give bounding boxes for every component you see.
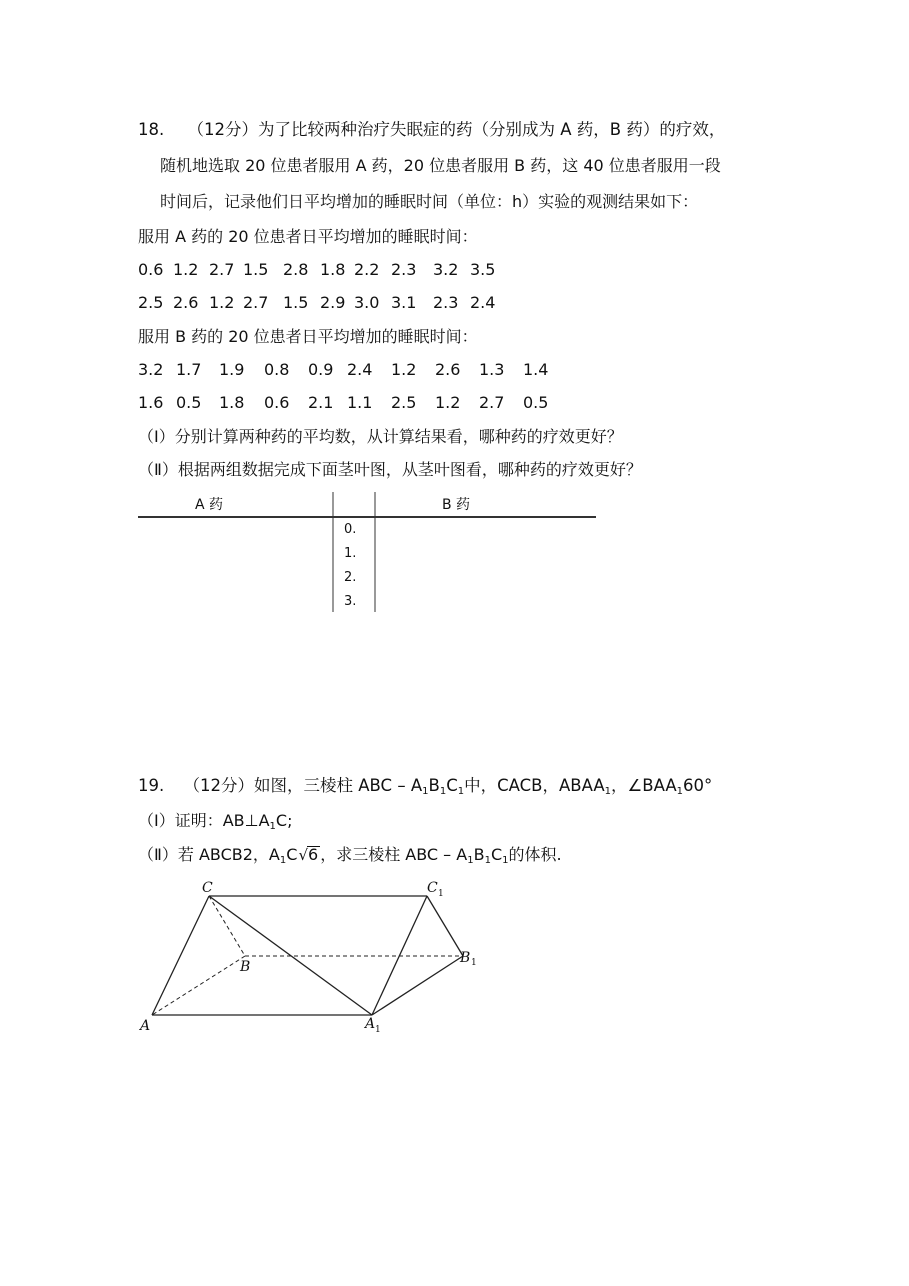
value: 0.5 bbox=[523, 393, 549, 412]
sub: 1 bbox=[422, 786, 429, 797]
q19-part2-b: C bbox=[286, 845, 298, 864]
value: 2.7 bbox=[243, 293, 269, 312]
left-header: A 药 bbox=[195, 497, 224, 513]
q19-part2-a: （Ⅱ）若 ABCB2，A bbox=[138, 845, 280, 864]
value: 3.0 bbox=[354, 293, 380, 312]
sub: 1 bbox=[457, 786, 465, 797]
stem-3: 3. bbox=[344, 594, 357, 609]
value: 1.2 bbox=[435, 393, 461, 412]
q18-a-label: 服用 A 药的 20 位患者日平均增加的睡眠时间： bbox=[138, 227, 478, 246]
prism-figure bbox=[130, 872, 490, 1042]
value: 1.2 bbox=[173, 260, 199, 279]
value: 2.7 bbox=[209, 260, 235, 279]
value: 1.6 bbox=[138, 393, 164, 412]
value: 1.5 bbox=[283, 293, 309, 312]
value: 2.4 bbox=[347, 360, 373, 379]
q18-b-label: 服用 B 药的 20 位患者日平均增加的睡眠时间： bbox=[138, 327, 478, 346]
q18-b-row2 bbox=[138, 393, 548, 413]
value: 2.3 bbox=[391, 260, 417, 279]
value: 0.8 bbox=[264, 360, 290, 379]
value: 1.2 bbox=[391, 360, 417, 379]
sub: 1 bbox=[676, 786, 684, 797]
value: 3.2 bbox=[138, 360, 164, 379]
label-A1: A bbox=[365, 1016, 376, 1032]
sub: 1 bbox=[604, 786, 611, 797]
label-B: B bbox=[240, 959, 251, 975]
value: 0.6 bbox=[138, 260, 164, 279]
label-A: A bbox=[140, 1018, 151, 1034]
value: 1.1 bbox=[347, 393, 373, 412]
label-B1: B bbox=[460, 950, 471, 966]
stem-1: 1. bbox=[344, 546, 357, 561]
q19-intro-c: ，∠BAA bbox=[610, 776, 677, 795]
q18-text-1: 为了比较两种治疗失眠症的药（分别成为 A 药，B 药）的疗效， bbox=[258, 120, 726, 139]
value: 1.3 bbox=[479, 360, 505, 379]
value: 1.7 bbox=[176, 360, 202, 379]
value: 2.8 bbox=[283, 260, 309, 279]
value: 3.2 bbox=[433, 260, 459, 279]
q19-intro-a: 如图，三棱柱 ABC – A bbox=[254, 776, 423, 795]
value: 0.6 bbox=[264, 393, 290, 412]
q18-text-2: 随机地选取 20 位患者服用 A 药，20 位患者服用 B 药，这 40 位患者服用一段 bbox=[160, 156, 721, 175]
right-header: B 药 bbox=[442, 497, 471, 513]
stem-leaf-diagram bbox=[138, 490, 598, 615]
q18-part1: （Ⅰ）分别计算两种药的平均数，从计算结果看，哪种药的疗效更好？ bbox=[138, 427, 623, 446]
sub: 1 bbox=[484, 855, 491, 866]
q19-part2: （Ⅱ）若 ABCB2，$A_1C√6$ ，求三棱柱 ABC – $A_1B_1C_1$的体积. bbox=[138, 845, 562, 866]
q18-line1 bbox=[138, 120, 725, 140]
edge-C-A bbox=[152, 896, 209, 1015]
value: 2.6 bbox=[435, 360, 461, 379]
label-C1: C bbox=[427, 880, 438, 896]
sub: 1 bbox=[439, 786, 447, 797]
value: 2.7 bbox=[479, 393, 505, 412]
value: 2.4 bbox=[470, 293, 496, 312]
q19-intro-d: 60° bbox=[683, 776, 713, 795]
value: 1.4 bbox=[523, 360, 549, 379]
edge-C1-B1 bbox=[427, 896, 463, 956]
q19-part2-d: 的体积. bbox=[508, 845, 562, 864]
value: 1.2 bbox=[209, 293, 235, 312]
q19-part1 bbox=[138, 811, 292, 837]
stem-2: 2. bbox=[344, 570, 357, 585]
label-C: C bbox=[202, 880, 213, 896]
value: 0.9 bbox=[308, 360, 334, 379]
q19-score: （12分） bbox=[183, 776, 254, 795]
q18-number: 18. bbox=[138, 120, 165, 139]
q18-b-row1 bbox=[138, 360, 548, 380]
value: 1.8 bbox=[219, 393, 245, 412]
q19-part1-b: C; bbox=[275, 811, 293, 830]
stem-0: 0. bbox=[344, 522, 357, 537]
q18-text-3: 时间后，记录他们日平均增加的睡眠时间（单位：h）实验的观测结果如下： bbox=[160, 192, 699, 211]
q19-part2-c: ，求三棱柱 ABC – A bbox=[320, 845, 468, 864]
value: 1.9 bbox=[219, 360, 245, 379]
q18-part2: （Ⅱ）根据两组数据完成下面茎叶图，从茎叶图看，哪种药的疗效更好？ bbox=[138, 460, 642, 479]
sub: 1 bbox=[279, 855, 287, 866]
value: 3.5 bbox=[470, 260, 496, 279]
value: 2.3 bbox=[433, 293, 459, 312]
value: 2.1 bbox=[308, 393, 334, 412]
value: 0.5 bbox=[176, 393, 202, 412]
value: 1.8 bbox=[320, 260, 346, 279]
value: 2.9 bbox=[320, 293, 346, 312]
sqrt-symbol: √ bbox=[298, 846, 308, 864]
value: 2.6 bbox=[173, 293, 199, 312]
sqrt-radicand: 6 bbox=[308, 845, 319, 864]
label-C1-sub: 1 bbox=[438, 889, 444, 899]
q18-a-row2 bbox=[138, 293, 495, 313]
sub: 1 bbox=[467, 855, 474, 866]
q18-score: （12分） bbox=[187, 120, 258, 139]
hidden-edge-C-B bbox=[209, 896, 245, 956]
value: 1.5 bbox=[243, 260, 269, 279]
q19-intro-b: 中，CACB，ABAA bbox=[464, 776, 605, 795]
value: 3.1 bbox=[391, 293, 417, 312]
label-A1-sub: 1 bbox=[375, 1025, 381, 1035]
sub: 1 bbox=[502, 855, 509, 866]
label-B1-sub: 1 bbox=[471, 958, 477, 968]
q19-part1-a: （Ⅰ）证明：AB⊥A bbox=[138, 811, 270, 830]
value: 2.2 bbox=[354, 260, 380, 279]
q18-a-row1 bbox=[138, 260, 495, 280]
value: 2.5 bbox=[391, 393, 417, 412]
value: 2.5 bbox=[138, 293, 164, 312]
q19-intro: 19. （12分）如图，三棱柱 ABC – $A_1B_1C_1$中，CACB，$ABAA_1$，$\angle BAA_160^\circ$ bbox=[138, 776, 713, 797]
q19-number: 19. bbox=[138, 776, 165, 795]
sub: 1 bbox=[269, 821, 276, 832]
